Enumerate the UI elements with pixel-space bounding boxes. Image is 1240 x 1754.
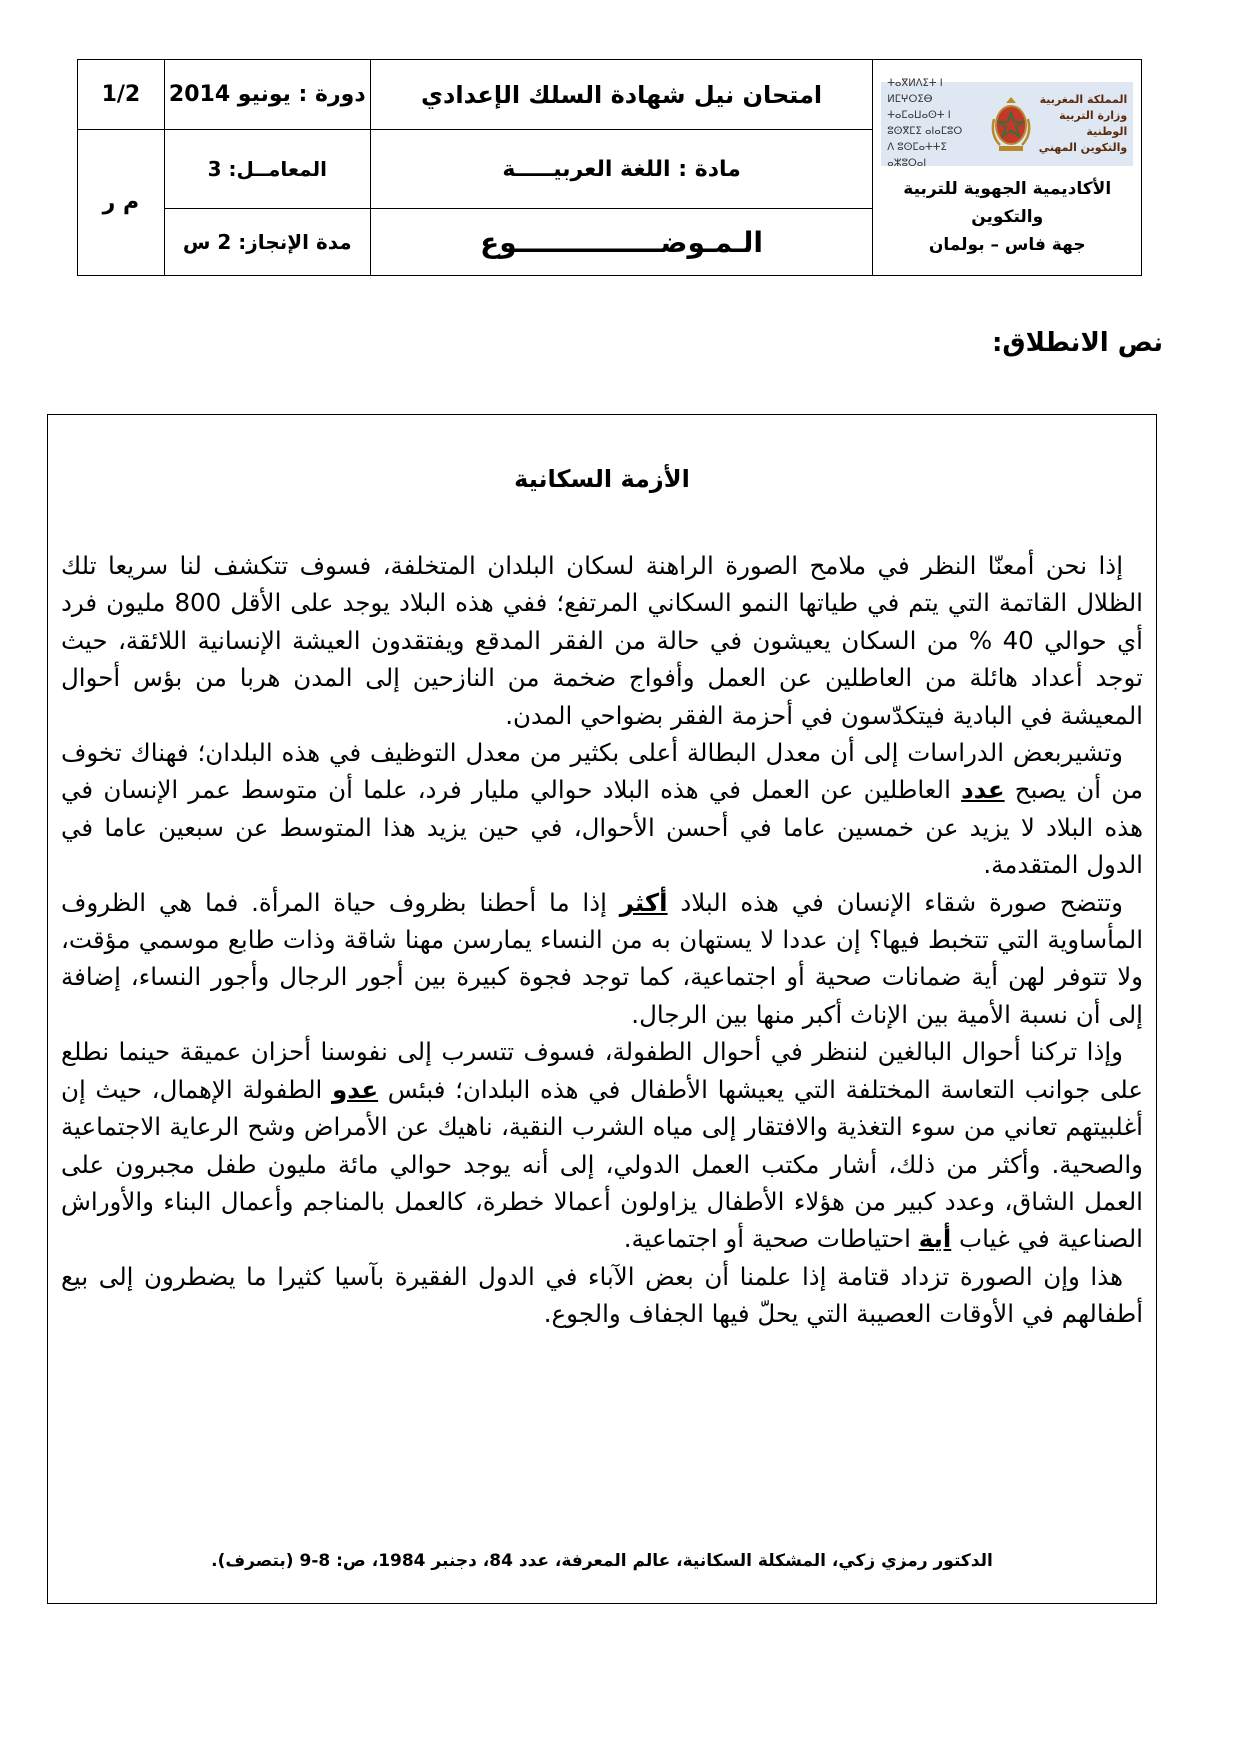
exam-title: امتحان نيل شهادة السلك الإعدادي [370, 60, 873, 130]
paragraph-3: وتتضح صورة شقاء الإنسان في هذه البلاد أكثر إذا ما أحطنا بظروف حياة المرأة. فما هي الظروف المأساوية التي تتخبط فيها؟ إن عددا لا يستهان به من النساء يمارسن مهنا شاقة وذات طابع موسمي مؤقت، ولا تتوفر لهن أية ضمانات صحية أو اجتماعية، كما توجد فجوة كبيرة بين أجور الرجال وأجور النساء، إضافة إلى أن نسبة الأمية بين الإناث أكبر منها بين الرجال. [61, 887, 1143, 1029]
paragraph-2: وتشيربعض الدراسات إلى أن معدل البطالة أعلى بكثير من معدل التوظيف في هذه البلدان؛ فهناك تخوف من أن يصبح عدد العاطلين عن العمل في هذه البلاد حوالي مليار فرد، علما أن متوسط عمر الإنسان في هذه البلاد لا يزيد عن خمسين عاما في أحسن الأحوال، في حين يزيد هذا المتوسط عن سبعين عاما في الدول المتقدمة. [61, 738, 1143, 880]
source-citation: الدكتور رمزي زكي، المشكلة السكانية، عالم المعرفة، عدد 84، دجنبر 1984، ص: 8-9 (بتصرف). [211, 1551, 993, 1571]
coefficient: المعامــل: 3 [164, 130, 370, 209]
organization-cell [873, 60, 1142, 276]
duration: مدة الإنجاز: 2 س [164, 209, 370, 276]
highlighted-word: أكثر [619, 887, 668, 917]
passage-title: الأزمة السكانية [514, 465, 690, 493]
launch-text-heading: نص الانطلاق: [991, 328, 1163, 358]
ministry-logo [881, 78, 1133, 169]
reading-passage-box [47, 414, 1157, 1604]
highlighted-word: عدو [332, 1074, 379, 1104]
logo-tifinagh-text: ⵜⴰⴳⵍⴷⵉⵜ ⵏ ⵍⵎⵖⵔⵉⴱ ⵜⴰⵎⴰⵡⴰⵙⵜ ⵏ ⵓⵙⴳⵎⵉ ⴰⵏⴰⵎⵓⵔ ⴷ ⵓⵙⵎⴰⵜⵜⵉ ⴰⵣⵓⵔⴰⵏ [887, 78, 963, 169]
paragraph-5: هذا وإن الصورة تزداد قتامة إذا علمنا أن بعض الآباء في الدول الفقيرة بآسيا كثيرا ما يضطرون إلى بيع أطفالهم في الأوقات العصيبة التي يحلّ فيها الجفاف والجوع. [61, 1261, 1143, 1329]
paragraph-4: وإذا تركنا أحوال البالغين لننظر في أحوال الطفولة، فسوف تتسرب إلى نفوسنا أحزان عميقة حينما نطلع على جوانب التعاسة المختلفة التي يعيشها الأطفال في هذه البلدان؛ فبئس عدو الطفولة الإهمال، حيث إن أغلبيتهم تعاني من سوء التغذية والافتقار إلى مياه الشرب النقية، ناهيك عن الأمراض وشح الرعاية الاجتماعية والصحية. وأكثر من ذلك، أشار مكتب العمل الدولي، إلى أنه يوجد حوالي مائة مليون طفل مجبرون على العمل الشاق، وعدد كبير من هؤلاء الأطفال يزاولون أعمالا خطرة، كالعمل بالمناجم وأعمال البناء والأوراش الصناعية في غياب أية احتياطات صحية أو اجتماعية. [61, 1037, 1143, 1254]
paragraph-1: إذا نحن أمعنّا النظر في ملامح الصورة الراهنة لسكان البلدان المتخلفة، فسوف تتكشف لنا سريعا تلك الظلال القاتمة التي يتم في طياتها النمو السكاني المرتفع؛ ففي هذه البلاد يوجد على الأقل 800 مليون فرد أي حوالي 40 % من السكان يعيشون في حالة من الفقر المدقع ويفتقدون العيشة الإنسانية اللائقة، حيث توجد أعداد هائلة من العاطلين عن العمل وأفواج ضخمة من النازحين إلى المدن هربا من بؤس أحوال المعيشة في البادية فيتكدّسون في أحزمة الفقر بضواحي المدن. [61, 551, 1143, 730]
page-number: 1/2 [78, 60, 165, 130]
coat-of-arms-icon [990, 95, 1032, 153]
exam-header-table [77, 59, 1142, 276]
academy-name: الأكاديمية الجهوية للتربية والتكوين جهة فاس – بولمان [903, 179, 1112, 255]
logo-arabic-text: المملكة المغربية وزارة التربية الوطنية والتكوين المهني [1038, 93, 1128, 154]
highlighted-word: أية [918, 1224, 952, 1254]
topic-label: الـمـوضـــــــــــــــوع [370, 209, 873, 276]
track-code: م ر [78, 130, 165, 276]
passage-body [61, 547, 1143, 1333]
subject: مادة : اللغة العربيـــــة [370, 130, 873, 209]
highlighted-word: عدد [961, 775, 1005, 805]
exam-session: دورة : يونيو 2014 [164, 60, 370, 130]
